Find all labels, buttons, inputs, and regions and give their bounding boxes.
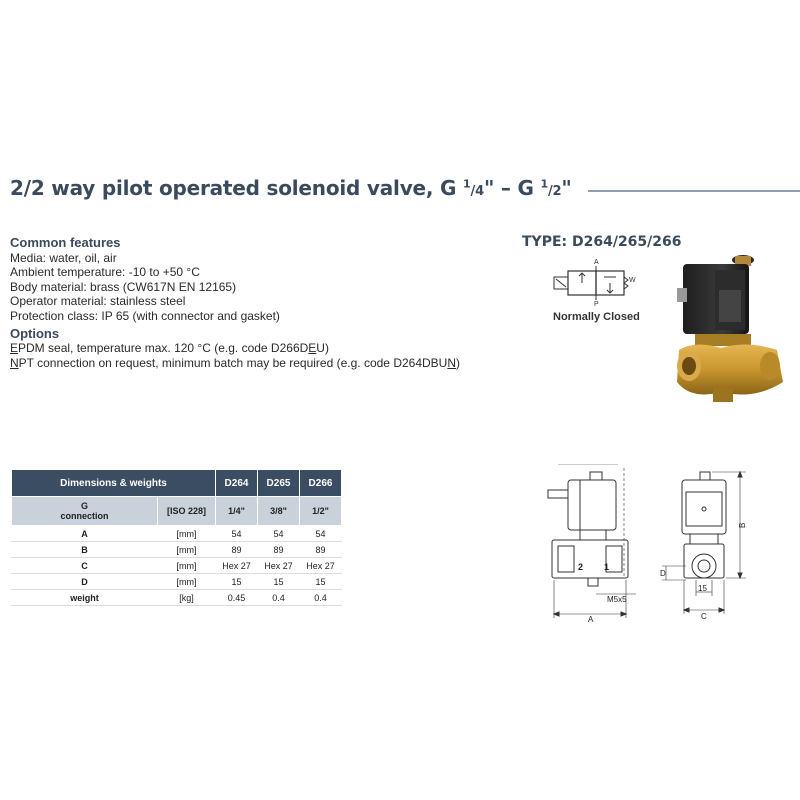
- table-row: [12, 574, 342, 590]
- table-cell: 15: [216, 574, 258, 590]
- features-block: [10, 236, 510, 370]
- option-item: [10, 356, 510, 371]
- common-features-heading: Common features: [10, 235, 121, 250]
- table-cell: Hex 27: [300, 558, 342, 574]
- table-header-cell: D266: [300, 470, 342, 497]
- title-sep: " – G: [483, 176, 541, 200]
- table-cell: B: [12, 542, 158, 558]
- table-cell: G connection: [12, 497, 158, 526]
- table-cell: [mm]: [158, 526, 216, 542]
- option-initial: E: [10, 341, 19, 356]
- table-cell: [kg]: [158, 590, 216, 606]
- table-cell: [mm]: [158, 542, 216, 558]
- table-cell: [mm]: [158, 558, 216, 574]
- table-cell: D: [12, 574, 158, 590]
- dim-d-label: D: [660, 569, 666, 578]
- option-initial: N: [10, 355, 19, 370]
- table-cell: 89: [300, 542, 342, 558]
- option-text: PDM seal, temperature max. 120 °C (e.g. code D266D: [18, 341, 309, 356]
- title-frac2-num: 1: [540, 177, 548, 191]
- dim-a-label: A: [588, 615, 594, 624]
- title-rule: [588, 190, 800, 192]
- option-text-end: ): [456, 355, 461, 370]
- table-header-cell: D265: [258, 470, 300, 497]
- table-cell: Hex 27: [216, 558, 258, 574]
- valve-symbol-icon: [552, 255, 642, 307]
- table-cell: Hex 27: [258, 558, 300, 574]
- type-label: TYPE: D264/265/266: [522, 234, 682, 250]
- symbol-mark-p: P: [594, 301, 599, 307]
- table-cell: 15: [258, 574, 300, 590]
- symbol-mark-w: W: [629, 277, 636, 284]
- table-cell: 89: [216, 542, 258, 558]
- thread-label: M5x5: [607, 595, 627, 604]
- options-heading: Options: [10, 325, 60, 341]
- table-cell: [mm]: [158, 574, 216, 590]
- table-subheader-row: [12, 497, 342, 526]
- table-cell: 54: [258, 526, 300, 542]
- table-row: [12, 558, 342, 574]
- option-text: PT connection on request, minimum batch may be required (e.g. code D264DBU: [18, 355, 448, 370]
- table-header-cell: Dimensions & weights: [12, 470, 216, 497]
- normally-closed-label: Normally Closed: [553, 311, 640, 323]
- title-prefix: 2/2 way pilot operated solenoid valve, G: [10, 176, 464, 200]
- option-text-end: U): [316, 341, 329, 356]
- feature-item: Protection class: IP 65 (with connector and gasket): [10, 308, 280, 323]
- port-1-label: 1: [604, 562, 610, 572]
- dim-15-label: 15: [698, 584, 707, 593]
- page-title: 2/2 way pilot operated solenoid valve, G $^1$/4" – G $^1$/2": [10, 176, 572, 200]
- dim-b-label: B: [738, 522, 747, 528]
- table-row: [12, 542, 342, 558]
- title-frac2-den: 2: [552, 184, 562, 199]
- title-frac1-den: 4: [475, 184, 484, 199]
- table-cell: 1/2": [300, 497, 342, 526]
- table-row: [12, 590, 342, 606]
- title-frac1-num: 1: [463, 177, 471, 191]
- table-cell: 0.4: [300, 590, 342, 606]
- table-cell: weight: [12, 590, 158, 606]
- table-cell: [ISO 228]: [158, 497, 216, 526]
- table-cell: C: [12, 558, 158, 574]
- dim-c-label: C: [701, 612, 707, 621]
- table-cell: 3/8": [258, 497, 300, 526]
- title-suffix: ": [561, 176, 572, 200]
- feature-item: Ambient temperature: -10 to +50 °C: [10, 265, 200, 280]
- option-code-letter: N: [447, 355, 457, 370]
- table-header-row: [12, 470, 342, 497]
- feature-item: Media: water, oil, air: [10, 250, 117, 265]
- table-row: [12, 526, 342, 542]
- dimension-drawings: [536, 464, 800, 624]
- table-cell: 1/4": [216, 497, 258, 526]
- title-block: [10, 176, 800, 206]
- table-cell: A: [12, 526, 158, 542]
- port-2-label: 2: [578, 562, 584, 572]
- table-cell: 89: [258, 542, 300, 558]
- table-cell: 54: [216, 526, 258, 542]
- valve-photo-image: [655, 250, 795, 415]
- table-header-cell: D264: [216, 470, 258, 497]
- feature-item: Body material: brass (CW617N EN 12165): [10, 279, 237, 294]
- feature-item: Operator material: stainless steel: [10, 294, 186, 309]
- symbol-mark-a: A: [594, 259, 599, 266]
- dimensions-table: [11, 469, 342, 606]
- option-item: [10, 341, 510, 356]
- table-cell: 0.45: [216, 590, 258, 606]
- option-code-letter: E: [308, 341, 317, 356]
- table-cell: 0.4: [258, 590, 300, 606]
- table-cell: 54: [300, 526, 342, 542]
- table-cell: 15: [300, 574, 342, 590]
